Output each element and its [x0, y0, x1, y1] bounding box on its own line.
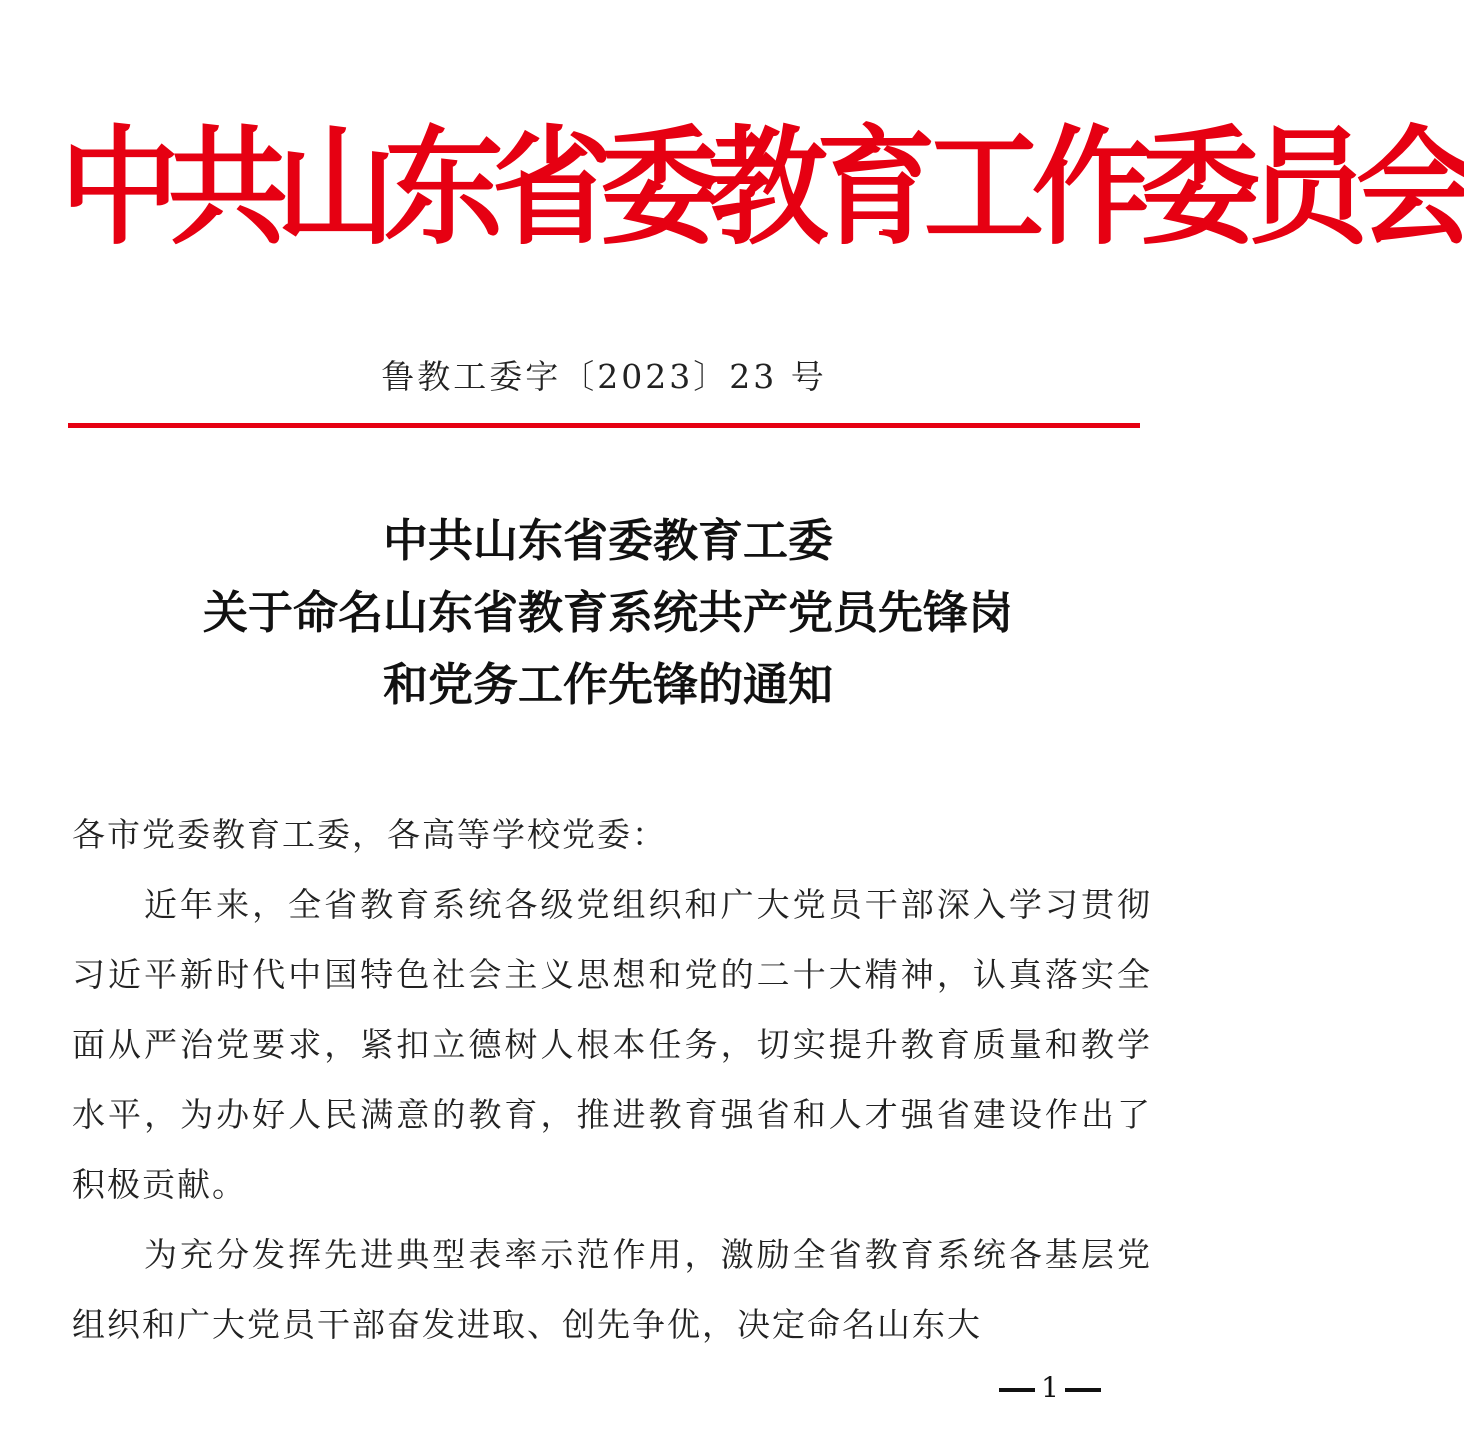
red-divider-line [68, 423, 1140, 428]
masthead-title: 中共山东省委教育工作委员会 [60, 112, 1464, 263]
title-line-3: 和党务工作先锋的通知 [382, 658, 833, 711]
body-paragraph-1: 近年来，全省教育系统各级党组织和广大党员干部深入学习贯彻习近平新时代中国特色社会主义思想和党的二十大精神，认真落实全面从严治党要求，紧扣立德树人根本任务，切实提升教育质量和教学水平，为办好人民满意的教育，推进教育强省和人才强省建设作出了积极贡献。 [72, 885, 1152, 1204]
page-number-value: 1 [1041, 1371, 1059, 1404]
page-number-dash-right [1065, 1388, 1101, 1392]
document-title [60, 505, 1156, 721]
page-number [990, 1368, 1110, 1408]
body-paragraph-2: 为充分发挥先进典型表率示范作用，激励全省教育系统各基层党组织和广大党员干部奋发进取、创先争优，决定命名山东大 [72, 1235, 1152, 1344]
title-line-1: 中共山东省委教育工委 [382, 514, 833, 567]
salutation: 各市党委教育工委，各高等学校党委： [72, 815, 667, 854]
page-number-dash-left [999, 1388, 1035, 1392]
document-body [72, 800, 1152, 1360]
title-line-2: 关于命名山东省教育系统共产党员先锋岗 [202, 586, 1013, 639]
document-number: 鲁教工委字〔2023〕23 号 [381, 357, 827, 396]
